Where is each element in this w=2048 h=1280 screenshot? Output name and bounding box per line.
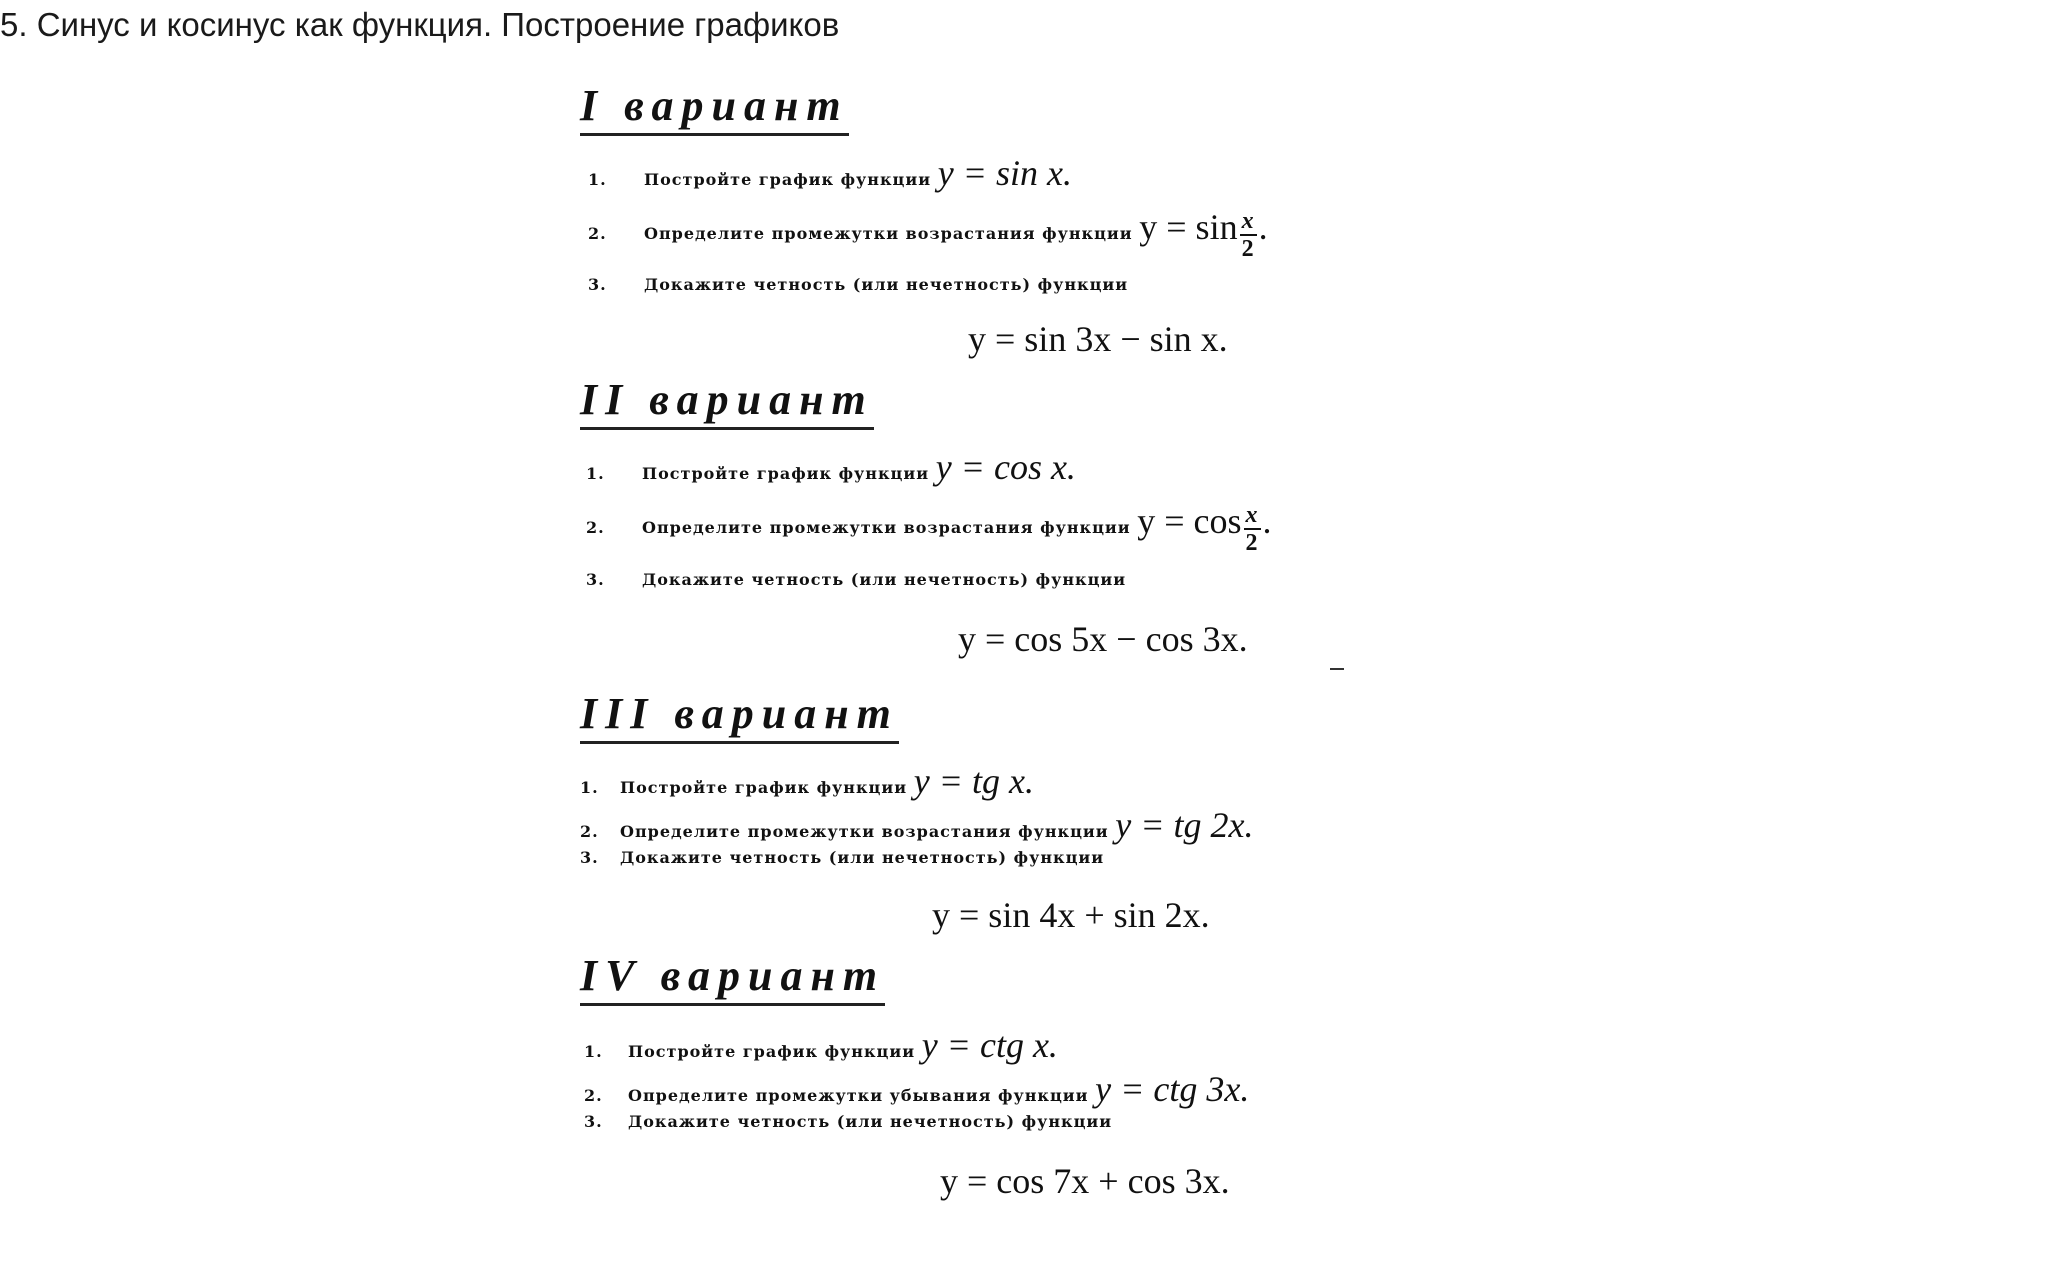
formula-2: y = cos 5x − cos 3x. [958, 619, 1248, 659]
task-math: y = cos x. [935, 447, 1076, 487]
variant-title: IV вариант [580, 950, 885, 1006]
task-number: 1. [588, 170, 607, 189]
task-1-2 [588, 206, 1268, 262]
task-text: Постройте график функции [620, 778, 908, 797]
fraction-numerator: x [1241, 207, 1255, 234]
task-math-suffix: . [1262, 501, 1272, 541]
task-math: y = tg x. [913, 761, 1034, 801]
task-number: 3. [584, 1112, 603, 1131]
task-math-suffix: . [1258, 207, 1268, 247]
task-3-3 [580, 848, 1104, 867]
task-text: Докажите четность (или нечетность) функции [620, 848, 1105, 867]
task-text: Докажите четность (или нечетность) функции [644, 275, 1129, 294]
task-4-3 [584, 1112, 1112, 1131]
task-1-1 [588, 152, 1072, 194]
task-number: 3. [588, 275, 607, 294]
task-4-2 [584, 1068, 1249, 1110]
formula-4: y = cos 7x + cos 3x. [940, 1161, 1230, 1201]
task-text: Определите промежутки возрастания функции [644, 224, 1133, 243]
fraction [1240, 208, 1257, 262]
task-math-prefix: y = cos [1137, 501, 1242, 541]
task-number: 3. [586, 570, 605, 589]
variant-title: I вариант [580, 80, 849, 136]
task-number: 2. [586, 518, 605, 537]
task-text: Постройте график функции [644, 170, 932, 189]
task-text: Определите промежутки возрастания функции [642, 518, 1131, 537]
task-math: y = tg 2x. [1115, 805, 1254, 845]
task-number: 3. [580, 848, 599, 867]
page-title: 5. Синус и косинус как функция. Построение графиков [0, 6, 840, 43]
formula-1: y = sin 3x − sin x. [968, 319, 1228, 359]
variant-1 [580, 80, 1680, 136]
variant-title: II вариант [580, 374, 874, 430]
task-math: y = ctg 3x. [1095, 1069, 1250, 1109]
task-math-prefix: y = sin [1139, 207, 1238, 247]
task-3-1 [580, 760, 1034, 802]
task-number: 1. [580, 778, 599, 797]
formula-3: y = sin 4x + sin 2x. [932, 895, 1210, 935]
task-4-1 [584, 1024, 1058, 1066]
fraction [1244, 502, 1261, 556]
task-2-3 [586, 570, 1126, 589]
variant-2 [580, 374, 1680, 430]
task-text: Определите промежутки убывания функции [628, 1086, 1089, 1105]
task-2-1 [586, 446, 1076, 488]
task-2-2 [586, 500, 1272, 556]
fraction-denominator: 2 [1241, 235, 1255, 262]
task-text: Постройте график функции [628, 1042, 916, 1061]
variant-title: III вариант [580, 688, 899, 744]
task-number: 2. [580, 822, 599, 841]
task-number: 1. [586, 464, 605, 483]
task-math: y = ctg x. [921, 1025, 1058, 1065]
task-3-2 [580, 804, 1254, 846]
fraction-denominator: 2 [1245, 529, 1259, 556]
task-text: Постройте график функции [642, 464, 930, 483]
task-1-3 [588, 275, 1128, 294]
stray-mark [1330, 668, 1344, 670]
task-text: Докажите четность (или нечетность) функции [642, 570, 1127, 589]
task-number: 2. [588, 224, 607, 243]
task-text: Докажите четность (или нечетность) функции [628, 1112, 1113, 1131]
task-number: 2. [584, 1086, 603, 1105]
task-number: 1. [584, 1042, 603, 1061]
variant-4 [580, 950, 1680, 1006]
task-text: Определите промежутки возрастания функции [620, 822, 1109, 841]
fraction-numerator: x [1245, 501, 1259, 528]
variant-3 [580, 688, 1680, 744]
task-math: y = sin x. [937, 153, 1072, 193]
